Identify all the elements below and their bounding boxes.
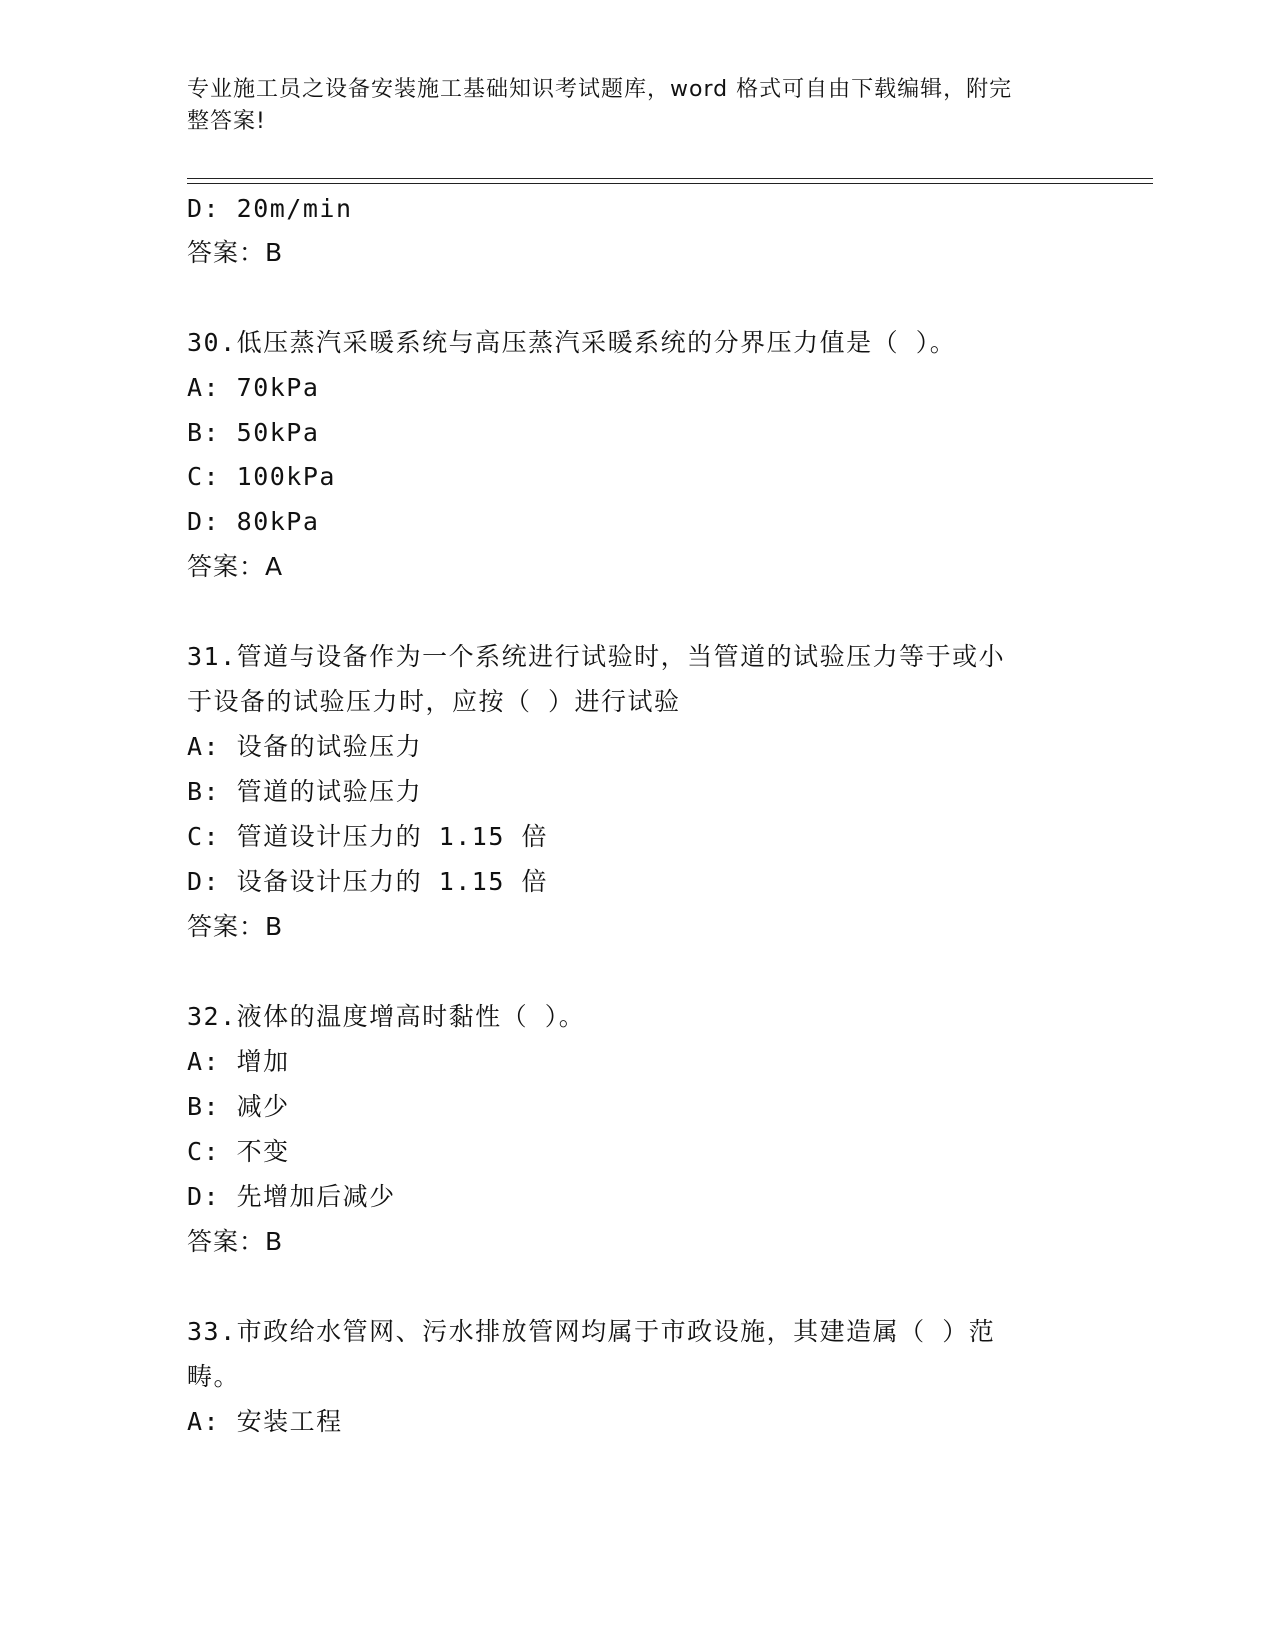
q30-option-d: D: 80kPa bbox=[187, 507, 320, 536]
q33-stem-line-1: 33.市政给水管网、污水排放管网均属于市政设施，其建造属（ ）范 bbox=[187, 1317, 996, 1346]
document-header bbox=[187, 74, 1067, 138]
q31-option-d: D: 设备设计压力的 1.15 倍 bbox=[187, 867, 548, 896]
q31-stem-line-2: 于设备的试验压力时，应按（ ）进行试验 bbox=[187, 687, 681, 716]
q31-option-b: B: 管道的试验压力 bbox=[187, 777, 423, 806]
q31-option-a: A: 设备的试验压力 bbox=[187, 732, 423, 761]
q30-option-b: B: 50kPa bbox=[187, 418, 320, 447]
q30-option-c: C: 100kPa bbox=[187, 462, 336, 491]
q31-option-c: C: 管道设计压力的 1.15 倍 bbox=[187, 822, 548, 851]
q32-stem: 32.液体的温度增高时黏性（ ）。 bbox=[187, 1002, 586, 1031]
q30-option-a: A: 70kPa bbox=[187, 373, 320, 402]
q31-answer: 答案：B bbox=[187, 912, 284, 941]
q32-option-a: A: 增加 bbox=[187, 1047, 290, 1076]
q30-answer: 答案：A bbox=[187, 552, 284, 581]
header-line-1: 专业施工员之设备安装施工基础知识考试题库，word 格式可自由下载编辑，附完 bbox=[187, 77, 1013, 102]
prev-option-d: D: 20m/min bbox=[187, 194, 353, 223]
q32-option-d: D: 先增加后减少 bbox=[187, 1182, 396, 1211]
q32-answer: 答案：B bbox=[187, 1227, 284, 1256]
q30-stem: 30.低压蒸汽采暖系统与高压蒸汽采暖系统的分界压力值是（ ）。 bbox=[187, 328, 957, 357]
header-line-2: 整答案! bbox=[187, 109, 266, 134]
q33-stem-line-2: 畴。 bbox=[187, 1362, 241, 1391]
q32-option-c: C: 不变 bbox=[187, 1137, 290, 1166]
prev-answer: 答案：B bbox=[187, 238, 284, 267]
q31-stem-line-1: 31.管道与设备作为一个系统进行试验时，当管道的试验压力等于或小 bbox=[187, 642, 1006, 671]
header-rule-top bbox=[187, 178, 1153, 179]
q33-option-a: A: 安装工程 bbox=[187, 1407, 343, 1436]
header-rule-bottom bbox=[187, 183, 1153, 184]
q32-option-b: B: 减少 bbox=[187, 1092, 290, 1121]
